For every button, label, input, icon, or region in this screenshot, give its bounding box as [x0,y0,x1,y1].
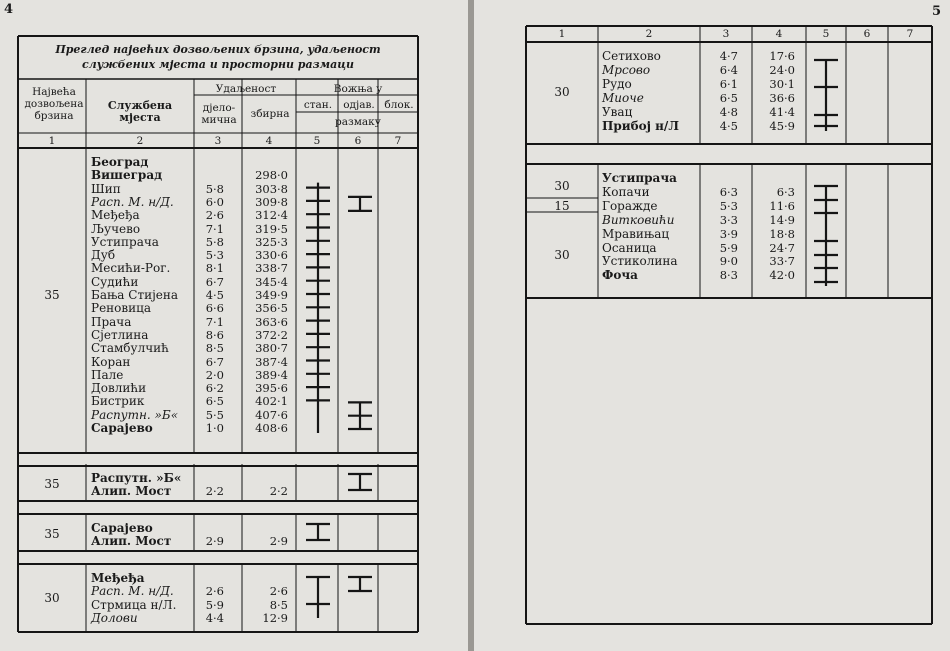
station-name: Сетихово [602,49,661,63]
distance-part: 2·2 [205,484,224,499]
distance-part: 8·6 [205,327,224,342]
distance-total: 407·6 [255,407,288,422]
column-number: 6 [863,28,871,40]
distance-part: 4·5 [205,288,224,302]
distance-part: 6·5 [719,90,738,105]
speed-value: 30 [554,248,570,262]
distance-total: 11·6 [769,198,795,213]
distance-total: 330·6 [255,248,288,263]
distance-total: 45·9 [769,118,795,133]
distance-total: 2·6 [269,584,288,599]
distance-part: 5·8 [205,234,224,249]
station-name: Осаница [602,240,657,255]
speed-value: 15 [554,199,570,213]
distance-part: 6·1 [719,76,738,91]
column-number: 5 [313,135,321,147]
station-name: Алип. Мост [91,534,172,549]
distance-part: 7·1 [205,314,224,329]
station-name: Алип. Мост [91,484,172,499]
station-name: Ључево [91,221,141,236]
distance-total: 17·6 [769,49,795,63]
station-name: Устиколина [602,254,678,269]
distance-part: 6·5 [205,394,224,409]
station-name: Горажде [602,198,658,213]
distance-total: 298·0 [255,168,288,183]
distance-total: 380·7 [255,341,288,356]
station-name: Мeђeђa [91,208,140,223]
distance-total: 12·9 [262,610,288,625]
header-speed: Највећа дозвољена брзина [24,86,84,122]
distance-total: 2·9 [269,534,288,549]
speed-value: 35 [44,287,60,302]
station-name: Расп. М. н/Д. [91,194,174,209]
distance-total: 18·8 [769,226,795,241]
distance-part: 5·9 [205,597,224,612]
column-number: 4 [265,135,273,147]
left-page [0,0,468,651]
speed-value: 35 [44,527,60,542]
station-name: Витковићи [602,212,675,227]
header-station: стан. [303,99,333,111]
distance-part: 2·6 [205,584,224,599]
distance-total: 402·1 [255,394,288,409]
header-departure: одјав. [343,99,375,111]
station-name: Сјетлина [91,327,149,342]
station-name: Миоче [602,90,644,105]
column-number: 1 [48,135,56,147]
column-number: 7 [394,135,402,147]
distance-total: 408·6 [255,421,288,435]
distance-total: 33·7 [769,254,795,269]
distance-total: 2·2 [269,484,288,499]
station-name: Бистрик [91,394,145,409]
distance-total: 389·4 [255,367,288,382]
right-page [474,0,950,651]
distance-total: 41·4 [769,104,795,119]
column-number: 5 [822,28,830,40]
distance-total: 349·9 [255,288,288,302]
distance-total: 303·8 [255,181,288,196]
distance-total: 345·4 [255,274,288,289]
distance-part: 5·8 [205,181,224,196]
distance-part: 4·7 [719,49,738,63]
station-name: Сарајево [91,521,153,535]
station-name: Копачи [602,184,650,199]
header-places: Службена мјеста [107,99,173,124]
station-name: Распутн. »Б« [91,471,182,485]
table-title: Преглед највећих дозвољених брзина, удаљеност службених мјеста и просторни размаци [55,43,381,71]
header-distance-total: збирна [250,108,290,120]
distance-total: 325·3 [255,234,288,249]
station-name: Стамбулчић [91,341,169,356]
distance-part: 2·6 [205,208,224,223]
header-block: блок. [384,99,414,111]
distance-total: 6·3 [776,184,795,199]
distance-part: 2·9 [205,534,224,549]
station-name: Мрсово [602,62,651,77]
station-name: Расп. М. н/Д. [91,584,174,599]
header-driving: Вожња у [333,83,383,95]
header-distance-part: дјело- мична [201,102,237,126]
distance-part: 1·0 [205,421,224,435]
speed-value: 30 [44,590,60,605]
distance-part: 6·4 [719,62,738,77]
distance-total: 36·6 [769,90,795,105]
column-number: 2 [645,28,653,40]
distance-total: 395·6 [255,381,288,396]
speed-value: 30 [554,85,570,99]
distance-total: 24·0 [769,62,795,77]
distance-part: 2·0 [205,367,224,382]
station-name: Вишеград [91,168,163,183]
distance-part: 8·5 [205,341,224,356]
station-name: Прача [91,314,132,329]
station-name: Реновица [91,301,152,316]
distance-part: 6·6 [205,301,224,316]
station-name: Шип [91,181,121,196]
station-name: Стрмица н/Л. [91,597,177,612]
station-name: Фоча [602,268,638,283]
distance-total: 372·2 [255,327,288,342]
distance-total: 8·5 [269,597,288,612]
column-number: 6 [354,135,362,147]
distance-part: 6·7 [205,354,224,369]
station-name: Бања Стијена [91,288,179,302]
distance-part: 3·3 [719,212,738,227]
station-name: Устипрача [602,171,677,185]
column-number: 2 [136,135,144,147]
header-spacing: размаку [335,116,381,128]
station-name: Судићи [91,274,139,289]
distance-part: 5·3 [719,198,738,213]
distance-total: 14·9 [769,212,795,227]
page-number-right: 5 [932,4,942,19]
station-name: Устипрача [91,234,159,249]
column-number: 4 [775,28,783,40]
distance-part: 4·5 [719,118,738,133]
station-name: Распутн. »Б« [91,407,179,422]
distance-total: 24·7 [769,240,795,255]
distance-total: 319·5 [255,221,288,236]
column-number: 7 [906,28,914,40]
distance-total: 363·6 [255,314,288,329]
distance-part: 5·5 [205,407,224,422]
distance-part: 8·1 [205,261,224,276]
distance-total: 30·1 [769,76,795,91]
distance-part: 6·0 [205,194,224,209]
distance-part: 6·3 [719,184,738,199]
station-name: Рудо [602,76,632,91]
station-name: Долови [91,610,138,625]
distance-part: 4·8 [719,104,738,119]
distance-total: 338·7 [255,261,288,276]
station-name: Сарајево [91,421,153,435]
distance-total: 42·0 [769,268,795,283]
distance-part: 5·9 [719,240,738,255]
page-number-left: 4 [4,2,14,17]
distance-part: 6·7 [205,274,224,289]
station-name: Мравињац [602,226,670,241]
station-name: Пале [91,367,124,382]
distance-part: 9·0 [719,254,738,269]
distance-part: 3·9 [719,226,738,241]
station-name: Довлићи [91,381,147,396]
column-number: 1 [558,28,566,40]
distance-part: 4·4 [205,610,224,625]
station-name: Мeђeђa [91,571,145,585]
distance-total: 387·4 [255,354,288,369]
station-name: Увац [602,104,633,119]
distance-total: 356·5 [255,301,288,316]
station-name: Београд [91,155,149,169]
station-name: Месићи-Рог. [91,261,171,276]
header-distance: Удаљеност [215,83,277,95]
station-name: Коран [91,354,131,369]
station-name: Дуб [91,248,116,263]
distance-part: 8·3 [719,268,738,283]
distance-part: 6·2 [205,381,224,396]
distance-part: 5·3 [205,248,224,263]
distance-total: 309·8 [255,194,288,209]
distance-total: 312·4 [255,208,288,223]
column-number: 3 [214,135,222,147]
speed-value: 30 [554,179,570,193]
column-number: 3 [722,28,730,40]
distance-part: 7·1 [205,221,224,236]
station-name: Прибој н/Л [602,118,679,133]
speed-value: 35 [44,477,60,492]
